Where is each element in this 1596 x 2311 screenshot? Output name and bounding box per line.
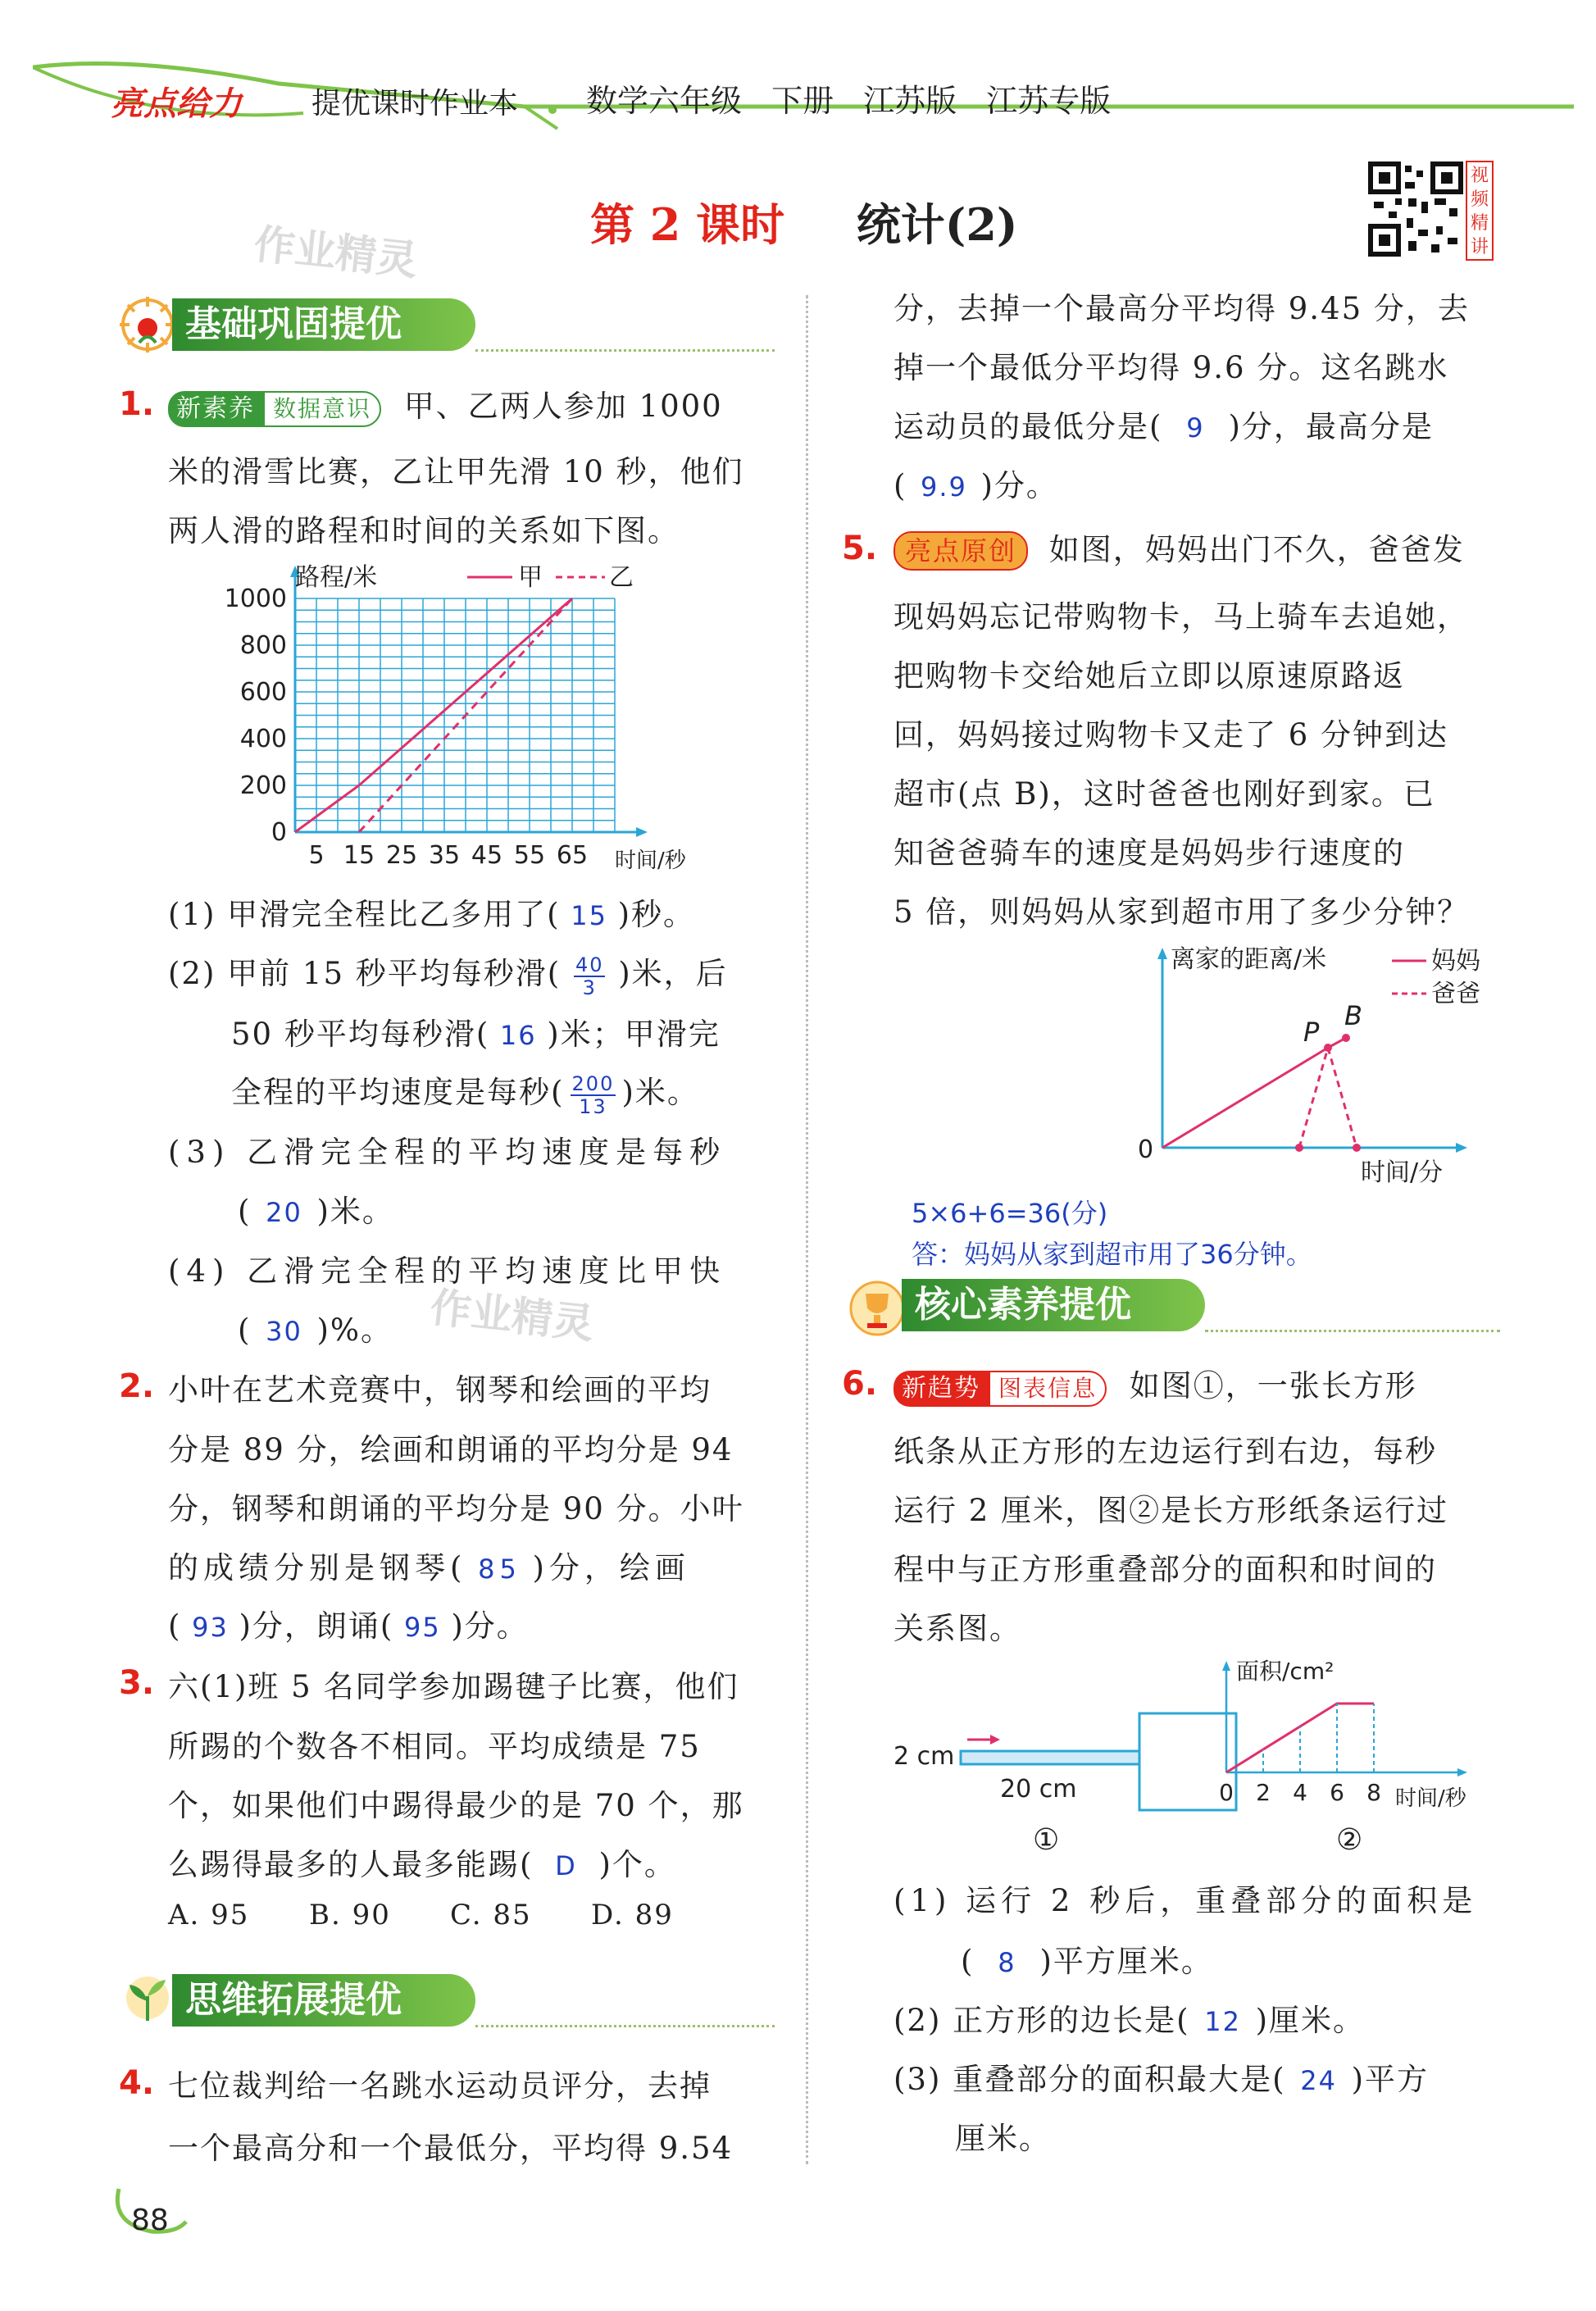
chart-ylabel: 路程/米 — [295, 563, 378, 592]
x-tick-label: 45 — [471, 841, 503, 870]
y-tick-label: 800 — [239, 631, 287, 660]
q2-answer-recital: 95 — [403, 1612, 441, 1643]
q1-part2b — [231, 1009, 721, 1053]
divider — [475, 2025, 775, 2027]
q1-answer3: 16 — [499, 1020, 537, 1051]
q5-stem-line5: 超市(点 B)，这时爸爸也刚好到家。已 — [893, 776, 1435, 812]
q6-part3b: 厘米。 — [955, 2121, 1051, 2156]
x-tick-label: 6 — [1330, 1779, 1344, 1806]
q6-length-label: 20 cm — [1000, 1775, 1077, 1804]
q5-point-dad-home — [1353, 1144, 1361, 1152]
q3-option-a[interactable]: A. 95 — [168, 1899, 250, 1931]
q2-stem-line3: 分，钢琴和朗诵的平均分是 90 分。小叶 — [168, 1491, 744, 1526]
q6-stem-line3: 运行 2 厘米，图②是长方形纸条运行过 — [893, 1493, 1449, 1528]
q4-stem-line4: 掉一个最低分平均得 9.6 分。这名跳水 — [893, 350, 1449, 385]
divider — [475, 349, 775, 352]
qr-video-tag: 视频精讲 — [1466, 161, 1494, 261]
x-tick-label: 0 — [1219, 1779, 1234, 1806]
q5-stem-line3: 把购物卡交给她后立即以原速原路返 — [893, 658, 1405, 694]
q5-stem-line2: 现妈妈忘记带购物卡，马上骑车去追她， — [893, 599, 1469, 635]
q6-stem-line5: 关系图。 — [893, 1611, 1021, 1646]
q3-option-c[interactable]: C. 85 — [450, 1899, 532, 1931]
q1-part1-text: (1) 甲滑完全程比乙多用了( — [168, 897, 561, 932]
q6-stem-line1 — [893, 1361, 1417, 1407]
q1-part3b: ( 20 )米。 — [238, 1194, 394, 1229]
legend-jia-label: 甲 — [518, 563, 543, 592]
y-tick-label: 1000 — [224, 585, 287, 613]
q6-chart-ylabel: 面积/cm² — [1236, 1658, 1335, 1685]
q3-number: 3. — [119, 1664, 155, 1702]
q4-stem-line3: 分，去掉一个最高分平均得 9.45 分，去 — [893, 291, 1470, 326]
q6-figure1 — [885, 1697, 1262, 1861]
q6-stem-text: 如图①，一张长方形 — [1129, 1368, 1417, 1403]
q4-line5: 运动员的最低分是( 9 )分，最高分是 — [893, 409, 1434, 444]
q6-answer2: 12 — [1204, 2006, 1241, 2037]
q1-distance-time-chart — [213, 557, 738, 881]
q1-part4b: ( 30 )%。 — [238, 1312, 393, 1348]
q3-answer: D — [555, 1850, 577, 1881]
q1-part2 — [168, 949, 728, 999]
q1-part1-text-end: )秒。 — [617, 897, 696, 932]
q2-answer-painting: 93 — [192, 1612, 229, 1643]
q1-part2-text-end: )米，后 — [618, 956, 728, 991]
page-number: 88 — [131, 2204, 169, 2237]
q5-legend-dad: 爸爸 — [1431, 980, 1480, 1008]
q2-line4: 的成绩分别是钢琴( 85 )分，绘画 — [168, 1550, 690, 1585]
q1-part4: (4) 乙滑完全程的平均速度比甲快 — [168, 1253, 727, 1289]
q5-solution: 5×6+6=36(分) — [912, 1198, 1108, 1229]
q5-legend-mom: 妈妈 — [1431, 947, 1480, 976]
x-tick-label: 8 — [1366, 1779, 1381, 1806]
q3-stem-line2: 所踢的个数各不相同。平均成绩是 75 — [168, 1729, 701, 1764]
q5-answer: 答：妈妈从家到超市用了36分钟。 — [912, 1239, 1312, 1270]
q2-stem-line1: 小叶在艺术竞赛中，钢琴和绘画的平均 — [168, 1372, 712, 1408]
y-tick-label: 400 — [239, 725, 287, 753]
lesson-title — [590, 190, 1018, 253]
q6-fig1-label: ① — [1033, 1823, 1060, 1857]
section-thinking-bar — [172, 1974, 475, 2027]
q1-part1 — [168, 889, 695, 934]
q4-answer-min: 9 — [1186, 412, 1205, 444]
q1-stem-text: 甲、乙两人参加 1000 — [403, 389, 723, 424]
q5-label-b: B — [1344, 1000, 1362, 1031]
q6-part1: (1) 运行 2 秒后，重叠部分的面积是 — [893, 1883, 1478, 1918]
q1-part2c-text-end: )米。 — [621, 1075, 699, 1110]
x-tick-label: 5 — [308, 841, 325, 870]
q6-part2: (2) 正方形的边长是( 12 )厘米。 — [893, 2003, 1366, 2038]
q5-xlabel: 时间/分 — [1361, 1158, 1444, 1187]
watermark: 作业精灵 — [252, 220, 421, 285]
q3-options — [168, 1899, 674, 1931]
q1-tag-data: 数据意识 — [263, 391, 381, 427]
y-tick-label: 0 — [271, 818, 287, 847]
qr-code-icon[interactable] — [1367, 161, 1464, 257]
q5-point-b — [1342, 1034, 1350, 1042]
q1-stem-line2: 米的滑雪比赛，乙让甲先滑 10 秒，他们 — [168, 454, 744, 489]
x-tick-label: 15 — [343, 841, 375, 870]
q5-tag-original: 亮点原创 — [893, 531, 1028, 571]
q6-fig2-label: ② — [1336, 1823, 1363, 1857]
column-divider — [806, 295, 808, 2164]
q6-tag-chart-info: 图表信息 — [989, 1371, 1107, 1407]
lesson-label: 第 2 课时 — [590, 198, 785, 251]
book-meta: 数学六年级 下册 江苏版 江苏专版 — [586, 83, 1112, 119]
chart-xlabel: 时间/秒 — [615, 848, 686, 873]
x-tick-label: 35 — [428, 841, 461, 870]
q1-part2c — [231, 1067, 699, 1117]
x-tick-label: 65 — [556, 841, 589, 870]
x-axis-arrow — [1457, 1768, 1467, 1776]
q1-number: 1. — [119, 385, 155, 423]
q5-stem-line7: 5 倍，则妈妈从家到超市用了多少分钟？ — [893, 894, 1470, 930]
q4-number: 4. — [119, 2064, 155, 2102]
sun-badge-icon — [115, 292, 180, 357]
q1-part2-text: (2) 甲前 15 秒平均每秒滑( — [168, 956, 562, 991]
q3-stem-line1: 六(1)班 5 名同学参加踢毽子比赛，他们 — [168, 1669, 739, 1704]
section-basic-label: 基础巩固提优 — [185, 303, 402, 345]
x-tick-label: 55 — [513, 841, 546, 870]
q6-part1b: ( 8 )平方厘米。 — [961, 1944, 1213, 1979]
q1-part2c-text: 全程的平均速度是每秒( — [231, 1075, 565, 1110]
q5-stem-line1 — [893, 525, 1465, 571]
section-core-label: 核心素养提优 — [915, 1284, 1131, 1326]
q5-point-dad-start — [1295, 1144, 1303, 1152]
q4-answer-max: 9.9 — [920, 471, 967, 503]
brand-logo: 亮点给力 — [111, 85, 242, 123]
q2-line5: ( 93 )分，朗诵( 95 )分。 — [168, 1608, 529, 1644]
q3-stem-line3: 个，如果他们中踢得最少的是 70 个，那 — [168, 1788, 744, 1823]
x-axis-arrow — [636, 827, 648, 837]
q3-option-d[interactable]: D. 89 — [591, 1899, 674, 1931]
lesson-topic: 统计(2) — [856, 198, 1018, 251]
sprout-badge-icon — [115, 1972, 180, 2029]
q5-number: 5. — [842, 530, 878, 567]
book-name: 提优课时作业本 — [311, 87, 519, 121]
y-tick-label: 200 — [239, 771, 287, 800]
q5-stem-line4: 回，妈妈接过购物卡又走了 6 分钟到达 — [893, 717, 1449, 753]
q6-tag-trend: 新趋势 — [893, 1371, 989, 1407]
q6-number: 6. — [842, 1365, 878, 1403]
x-tick-label: 4 — [1293, 1779, 1307, 1806]
x-tick-label: 2 — [1256, 1779, 1271, 1806]
q5-distance-diagram — [1131, 943, 1508, 1189]
y-tick-label: 600 — [239, 678, 287, 707]
q4-line6: ( 9.9 )分。 — [893, 468, 1058, 503]
section-basic-bar — [172, 298, 475, 351]
q1-answer6: 30 — [266, 1316, 302, 1347]
q1-tag-new: 新素养 — [168, 391, 263, 427]
q3-option-b[interactable]: B. 90 — [309, 1899, 391, 1931]
section-thinking-label: 思维拓展提优 — [185, 1979, 402, 2021]
trophy-badge-icon — [844, 1277, 910, 1340]
q6-stem-line4: 程中与正方形重叠部分的面积和时间的 — [893, 1552, 1437, 1587]
q5-label-p: P — [1303, 1017, 1320, 1048]
q5-ylabel: 离家的距离/米 — [1171, 945, 1327, 974]
watermark: 作业精灵 — [428, 1283, 597, 1349]
q4-stem-line1: 七位裁判给一名跳水运动员评分，去掉 — [168, 2068, 712, 2104]
q6-answer3: 24 — [1300, 2065, 1337, 2096]
x-tick-label: 25 — [385, 841, 418, 870]
q5-stem-line6: 知爸爸骑车的速度是妈妈步行速度的 — [893, 835, 1405, 871]
q1-answer2-fraction: $\frac{40}{3}$ — [575, 953, 604, 999]
q1-answer5: 20 — [266, 1197, 302, 1228]
q1-part2b-text: 50 秒平均每秒滑( — [231, 1017, 490, 1052]
q2-stem-line2: 分是 89 分，绘画和朗诵的平均分是 94 — [168, 1432, 734, 1467]
divider — [1205, 1330, 1500, 1332]
q2-number: 2. — [119, 1367, 155, 1405]
section-core-bar — [902, 1279, 1205, 1331]
q1-part2b-text-end: )米；甲滑完 — [547, 1017, 721, 1052]
q3-line4: 么踢得最多的人最多能踢( D )个。 — [168, 1847, 676, 1882]
q6-answer1: 8 — [998, 1947, 1016, 1978]
q5-origin: 0 — [1138, 1135, 1154, 1164]
q4-stem-line2: 一个最高分和一个最低分，平均得 9.54 — [168, 2131, 734, 2166]
q6-chart-xlabel: 时间/秒 — [1395, 1786, 1466, 1811]
legend-yi-label: 乙 — [609, 563, 634, 592]
q2-answer-piano: 85 — [478, 1554, 521, 1585]
q6-width-label: 2 cm — [893, 1742, 955, 1771]
q5-stem-text: 如图，妈妈出门不久，爸爸发 — [1048, 532, 1465, 567]
q5-point-p — [1324, 1044, 1332, 1052]
q6-part3: (3) 重叠部分的面积最大是( 24 )平方 — [893, 2062, 1430, 2097]
q1-stem-line3: 两人滑的路程和时间的关系如下图。 — [168, 513, 680, 548]
y-axis-arrow — [1222, 1661, 1230, 1671]
q6-stem-line2: 纸条从正方形的左边运行到右边，每秒 — [893, 1434, 1437, 1469]
q6-paper-strip — [961, 1751, 1139, 1764]
q1-answer4-fraction: $\frac{200}{13}$ — [571, 1071, 615, 1118]
q1-part3: (3) 乙滑完全程的平均速度是每秒 — [168, 1135, 727, 1170]
q1-answer1: 15 — [571, 900, 607, 931]
q1-stem-line1 — [168, 381, 723, 427]
q5-dad-back — [1328, 1048, 1357, 1148]
q6-area-time-chart — [1213, 1656, 1508, 1861]
